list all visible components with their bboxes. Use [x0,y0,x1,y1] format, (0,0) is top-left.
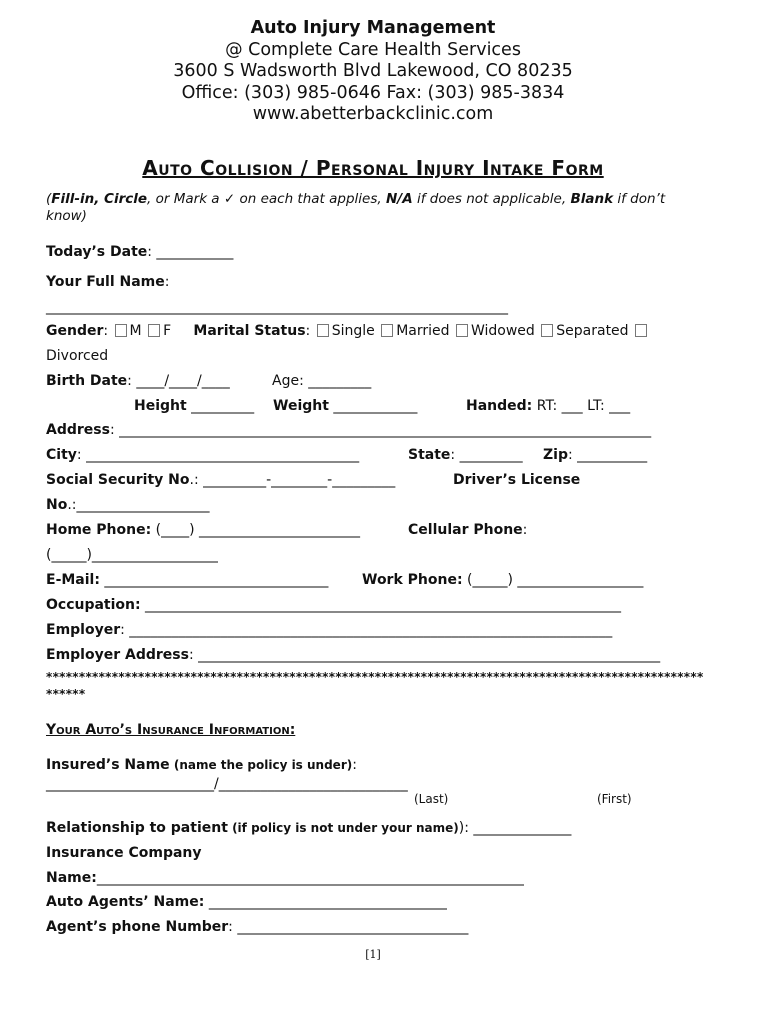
height-field[interactable]: Height _________ [134,398,255,414]
full-name-line[interactable]: __________________________________________________________________ [46,299,508,315]
weight-field[interactable]: Weight ____________ [273,398,418,414]
employer-field[interactable]: Employer: _____________________________________________________________________ [46,622,613,638]
marital-widowed-checkbox[interactable] [456,324,468,337]
marital-single-checkbox[interactable] [317,324,329,337]
drivers-license-field[interactable]: No.:___________________ [46,497,210,513]
full-name-field[interactable]: Your Full Name: [46,274,170,290]
insurance-company-label: Insurance Company [46,845,202,861]
employer-address-field[interactable]: Employer Address: __________________________________________________________________ [46,647,661,663]
insured-name-label: Insured’s Name (name the policy is under): [46,757,357,773]
drivers-license-label: Driver’s License [453,472,581,488]
section-separator: ********************************************************************************************************** [46,670,704,701]
clinic-address: 3600 S Wadsworth Blvd Lakewood, CO 80235 [173,61,573,81]
clinic-phones: Office: (303) 985-0646 Fax: (303) 985-3834 [181,82,565,103]
insurance-section-title: Your Auto’s Insurance Information: [46,722,296,738]
clinic-header [0,18,746,126]
zip-field[interactable]: Zip: __________ [543,447,648,463]
todays-date-label: Today’s Date [46,244,148,260]
home-phone-field[interactable]: Home Phone: (____) _______________________ [46,522,361,538]
gender-m-checkbox[interactable] [115,324,127,337]
org-subtitle: @ Complete Care Health Services [225,39,521,60]
email-field[interactable]: E-Mail: ________________________________ [46,572,329,588]
marital-status-label: Marital Status [193,323,306,339]
insured-name-line[interactable]: ________________________/___________________________ [46,776,408,792]
insurance-company-field[interactable]: Name:_____________________________________________________________ [46,870,524,886]
insured-last-caption: (Last) [414,792,449,806]
cellular-phone-field[interactable]: (_____)__________________ [46,547,218,563]
marital-married-checkbox[interactable] [381,324,393,337]
marital-divorced-label: Divorced [46,348,109,364]
page-number: [1] [365,948,381,961]
insured-first-caption: (First) [597,792,632,806]
handed-field[interactable]: Handed: RT: ___ LT: ___ [466,398,631,414]
marital-separated-checkbox[interactable] [541,324,553,337]
occupation-field[interactable]: Occupation: ____________________________________________________________________ [46,597,622,613]
age-field[interactable]: Age: _________ [272,373,372,389]
agent-phone-field[interactable]: Agent’s phone Number: _________________________________ [46,919,469,935]
todays-date-field[interactable]: Today’s Date: ___________ [46,244,234,260]
state-field[interactable]: State: _________ [408,447,523,463]
work-phone-field[interactable]: Work Phone: (_____) __________________ [362,572,644,588]
gender-marital-row: Gender: M F Marital Status: Single Married Widowed Separated [46,322,650,340]
birth-date-field[interactable]: Birth Date: ____/____/____ [46,373,230,389]
agent-name-field[interactable]: Auto Agents’ Name: __________________________________ [46,894,447,910]
relationship-field[interactable]: Relationship to patient (if policy is not under your name)): ______________ [46,820,572,836]
clinic-website[interactable]: www.abetterbackclinic.com [252,104,494,124]
instructions: (Fill-in, Circle, or Mark a ✓ on each that applies, N/A if does not applicable, Blank if don’t know) [46,191,666,224]
city-field[interactable]: City: _______________________________________ [46,447,360,463]
birth-date-label: Birth Date [46,373,128,389]
address-field[interactable]: Address: ____________________________________________________________________________ [46,422,652,438]
gender-label: Gender [46,323,104,339]
marital-divorced-checkbox[interactable] [635,324,647,337]
full-name-label: Your Full Name [46,274,165,290]
form-title: Auto Collision / Personal Injury Intake Form [142,156,604,180]
ssn-field[interactable]: Social Security No.: _________-________-_________ [46,472,396,488]
gender-f-checkbox[interactable] [148,324,160,337]
org-name: Auto Injury Management [250,18,496,38]
cellular-phone-label: Cellular Phone: [408,522,528,538]
